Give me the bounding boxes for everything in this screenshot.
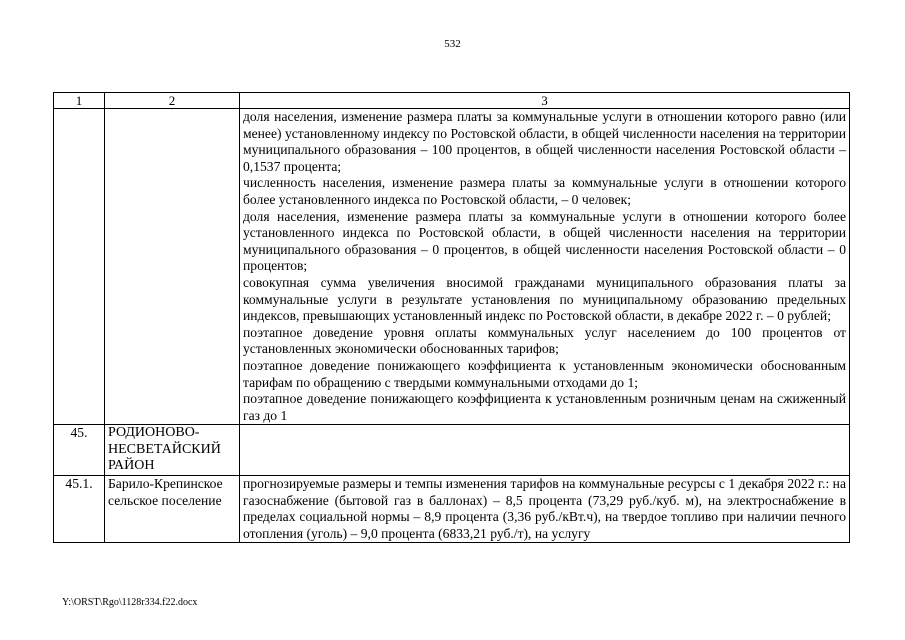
cell-settlement-text [240,476,850,543]
column-header-3: 3 [240,93,850,109]
paragraph: доля населения, изменение размера платы за коммунальные услуги в отношении которого более установленного индекса по Ростовской области, в общей численности населения на территории муниципального образования – 0 процентов, в общей численности населения Ростовской области – 0 процентов; [243,208,846,274]
column-header-2: 2 [105,93,240,109]
table-row-district [54,425,850,476]
cell-empty-name [105,109,240,425]
document-table [53,92,850,543]
column-header-1: 1 [54,93,105,109]
cell-empty-district-text [240,425,850,476]
footer-file-path: Y:\ORST\Rgo\1128r334.f22.docx [62,597,198,608]
settlement-name: Барило-Крепинское сельское поселение [105,476,240,543]
table-row-settlement [54,476,850,543]
paragraph: доля населения, изменение размера платы за коммунальные услуги в отношении которого равно (или менее) установленному индексу по Ростовской области, в общей численности населения на территории муниципального образования – 100 процентов, в общей численности населения Ростовской области – 0,1537 процента; [243,109,846,174]
paragraph: поэтапное доведение понижающего коэффициента к установленным экономически обоснованным тарифам по обращению с твердыми коммунальными отходами до 1; [243,357,846,390]
table-row-continued [54,109,850,425]
cell-empty-number [54,109,105,425]
paragraph: численность населения, изменение размера платы за коммунальные услуги в отношении которого более установленного индекса по Ростовской области, – 0 человек; [243,175,846,207]
cell-continued-text [240,109,850,425]
paragraph: поэтапное доведение уровня оплаты коммунальных услуг населением до 100 процентов от установленных экономически обоснованных тарифов; [243,324,846,357]
district-number: 45. [54,425,105,476]
paragraph: прогнозируемые размеры и темпы изменения тарифов на коммунальные ресурсы с 1 декабря 2022 г.: на газоснабжение (бытовой газ в баллонах) – 8,5 процента (73,29 руб./куб. м), на электроснабжение в пределах социальной нормы – 8,9 процента (3,36 руб./кВт.ч), на твердое топливо при наличии печного отопления (уголь) – 9,0 процента (6833,21 руб./т), на услугу [243,476,846,541]
paragraph: совокупная сумма увеличения вносимой гражданами муниципального образования платы за коммунальные услуги в результате установления по муниципальному образованию предельных индексов, превышающих установленный индекс по Ростовской области, в декабре 2022 г. – 0 рублей; [243,274,846,324]
settlement-number: 45.1. [54,476,105,543]
district-name: РОДИОНОВО-НЕСВЕТАЙСКИЙ РАЙОН [105,425,240,476]
page-number: 532 [444,38,461,50]
paragraph: поэтапное доведение понижающего коэффициента к установленным розничным ценам на сжиженный газ до 1 [243,391,846,423]
table-header-row [54,93,850,109]
